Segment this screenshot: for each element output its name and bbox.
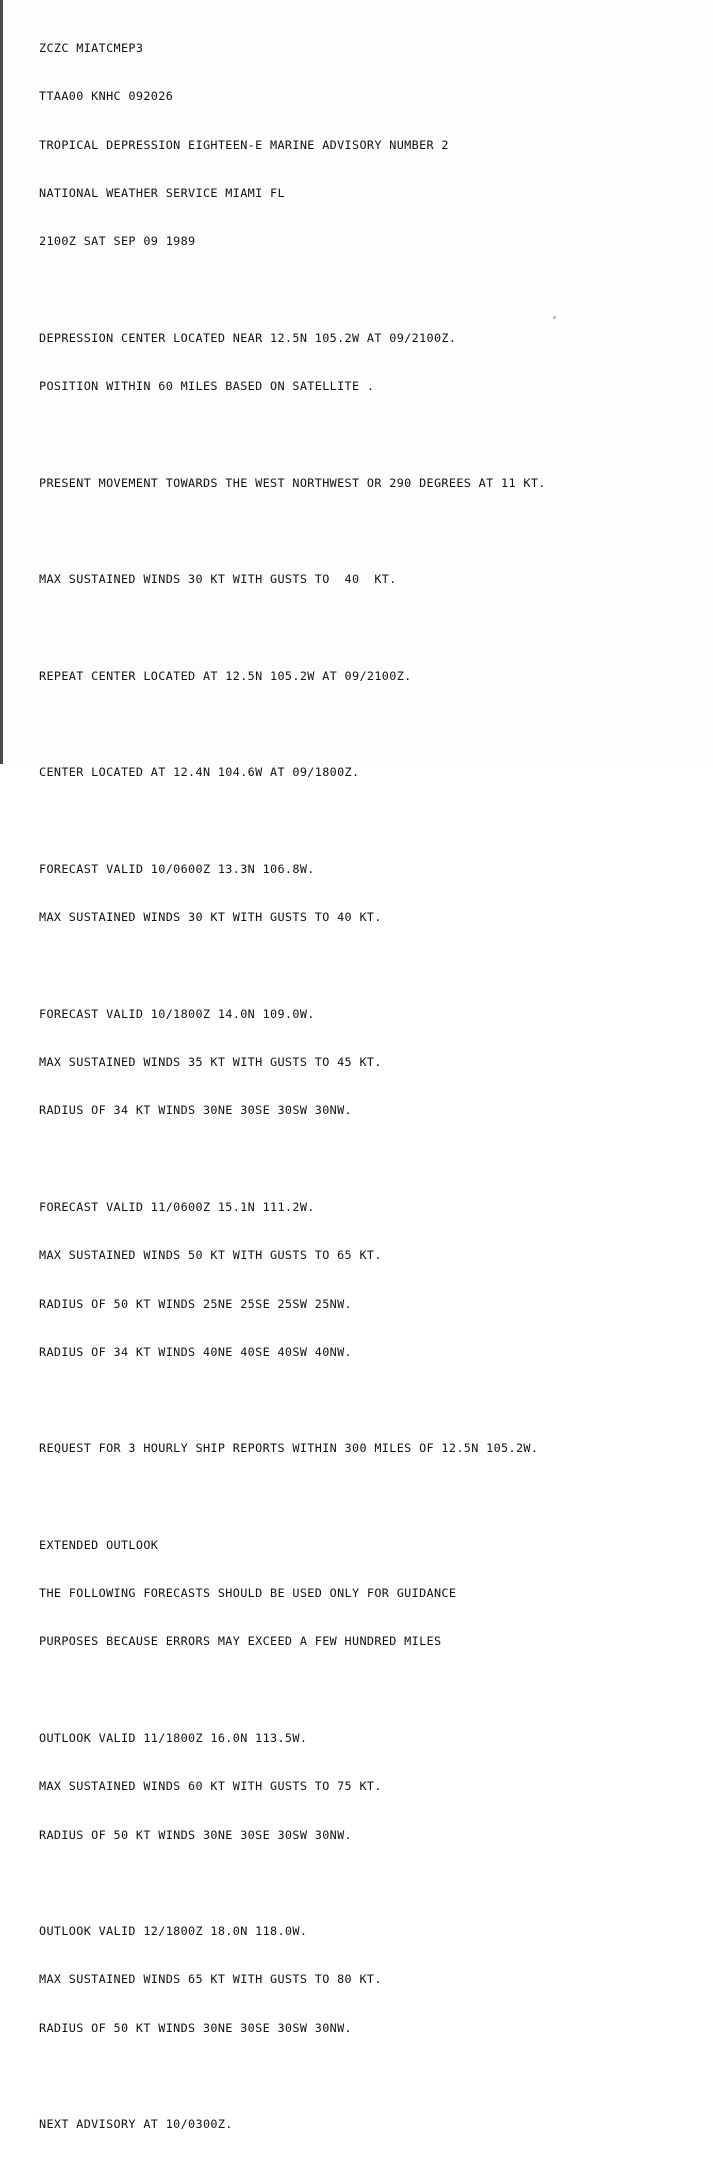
text-line: MAX SUSTAINED WINDS 65 KT WITH GUSTS TO 80 KT. xyxy=(39,1972,382,1987)
text-line: FORECAST VALID 10/0600Z 13.3N 106.8W. xyxy=(39,861,315,876)
next-advisory-line: NEXT ADVISORY AT 10/0300Z. xyxy=(39,2117,233,2132)
text-line: FORECAST VALID 10/1800Z 14.0N 109.0W. xyxy=(39,1006,315,1021)
text-line: DEPRESSION CENTER LOCATED NEAR 12.5N 105.2W AT 09/2100Z. xyxy=(39,330,457,345)
text-line: THE FOLLOWING FORECASTS SHOULD BE USED ONLY FOR GUIDANCE xyxy=(39,1586,457,1601)
text-line: MAX SUSTAINED WINDS 50 KT WITH GUSTS TO 65 KT. xyxy=(39,1248,382,1263)
issue-time: 2100Z SAT SEP 09 1989 xyxy=(39,234,196,249)
text-line: REQUEST FOR 3 HOURLY SHIP REPORTS WITHIN 300 MILES OF 12.5N 105.2W. xyxy=(39,1441,539,1456)
blank-line xyxy=(39,1682,709,1698)
text-line: MAX SUSTAINED WINDS 30 KT WITH GUSTS TO 40 KT. xyxy=(39,910,382,925)
blank-line xyxy=(39,716,709,732)
blank-line xyxy=(39,1151,709,1167)
text-line: MAX SUSTAINED WINDS 30 KT WITH GUSTS TO 40 KT. xyxy=(39,572,397,587)
text-line: PURPOSES BECAUSE ERRORS MAY EXCEED A FEW HUNDRED MILES xyxy=(39,1634,442,1649)
blank-line xyxy=(39,1875,709,1891)
blank-line xyxy=(39,813,709,829)
text-line: OUTLOOK VALID 12/1800Z 18.0N 118.0W. xyxy=(39,1924,308,1939)
blank-line xyxy=(39,282,709,298)
text-line: POSITION WITHIN 60 MILES BASED ON SATELLITE . xyxy=(39,379,375,394)
text-line: MAX SUSTAINED WINDS 60 KT WITH GUSTS TO 75 KT. xyxy=(39,1779,382,1794)
blank-line xyxy=(39,523,709,539)
text-line: REPEAT CENTER LOCATED AT 12.5N 105.2W AT 09/2100Z. xyxy=(39,668,412,683)
blank-line xyxy=(39,620,709,636)
issuing-office: NATIONAL WEATHER SERVICE MIAMI FL xyxy=(39,186,285,201)
text-line: MAX SUSTAINED WINDS 35 KT WITH GUSTS TO 45 KT. xyxy=(39,1055,382,1070)
blank-line xyxy=(39,1489,709,1505)
scan-speck xyxy=(553,316,556,319)
text-line: RADIUS OF 34 KT WINDS 30NE 30SE 30SW 30NW. xyxy=(39,1103,352,1118)
text-line: RADIUS OF 50 KT WINDS 30NE 30SE 30SW 30NW. xyxy=(39,2020,352,2035)
blank-line xyxy=(39,426,709,442)
blank-line xyxy=(39,2068,709,2084)
section-heading: EXTENDED OUTLOOK xyxy=(39,1537,159,1552)
text-line: PRESENT MOVEMENT TOWARDS THE WEST NORTHWEST OR 290 DEGREES AT 11 KT. xyxy=(39,475,546,490)
blank-line xyxy=(39,1392,709,1408)
text-line: RADIUS OF 50 KT WINDS 25NE 25SE 25SW 25NW. xyxy=(39,1296,352,1311)
header-line: ZCZC MIATCMEP3 xyxy=(39,41,144,56)
blank-line xyxy=(39,958,709,974)
advisory-title: TROPICAL DEPRESSION EIGHTEEN-E MARINE ADVISORY NUMBER 2 xyxy=(39,137,449,152)
text-line: CENTER LOCATED AT 12.4N 104.6W AT 09/1800Z. xyxy=(39,765,360,780)
header-line: TTAA00 KNHC 092026 xyxy=(39,89,174,104)
scan-edge xyxy=(0,0,3,764)
text-line: RADIUS OF 34 KT WINDS 40NE 40SE 40SW 40NW. xyxy=(39,1344,352,1359)
text-line: FORECAST VALID 11/0600Z 15.1N 111.2W. xyxy=(39,1199,315,1214)
text-line: OUTLOOK VALID 11/1800Z 16.0N 113.5W. xyxy=(39,1731,308,1746)
text-line: RADIUS OF 50 KT WINDS 30NE 30SE 30SW 30NW. xyxy=(39,1827,352,1842)
advisory-text xyxy=(39,8,709,2165)
